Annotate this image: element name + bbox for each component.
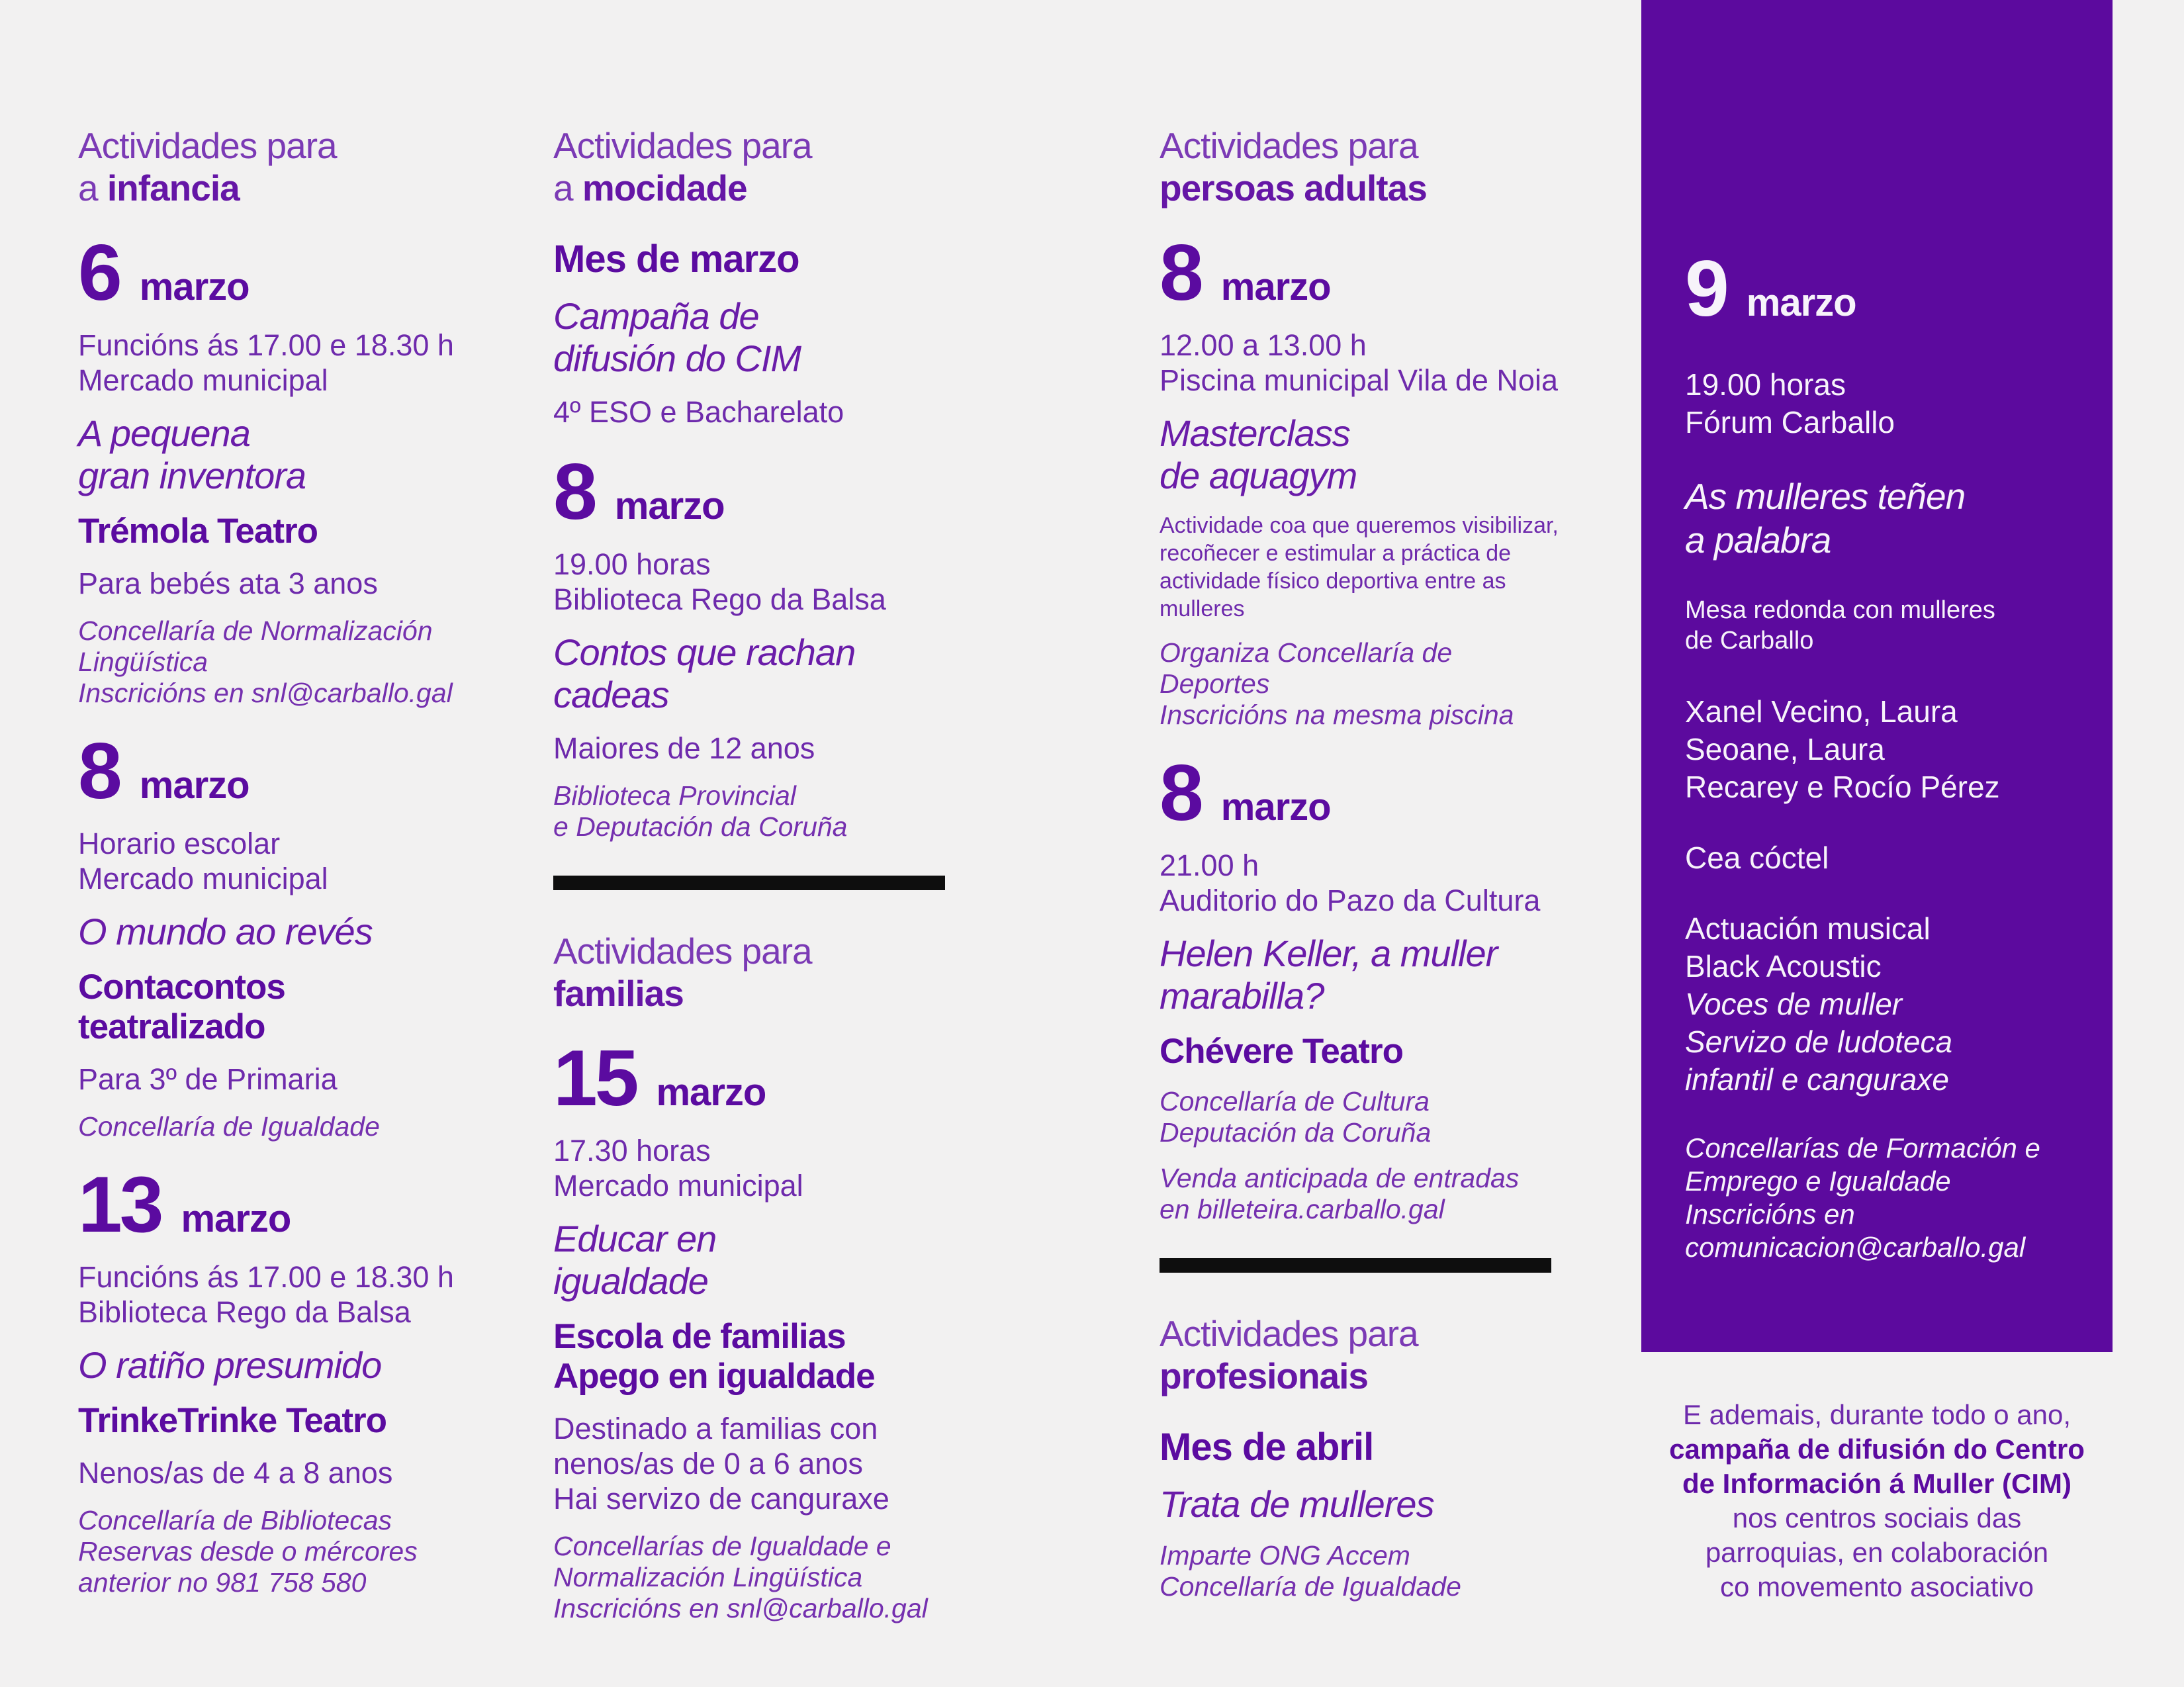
- event-organizer: [78, 1111, 515, 1142]
- event-title: [553, 1218, 990, 1302]
- text-line: A pequena: [78, 412, 250, 454]
- text-line: Nenos/as de 4 a 8 anos: [78, 1456, 393, 1490]
- date-number: 8: [553, 447, 595, 536]
- text-line: Campaña de: [553, 295, 759, 337]
- event-boldtitle: [553, 238, 990, 281]
- text-line: Contos que rachan: [553, 631, 856, 673]
- text-line: O mundo ao revés: [78, 911, 373, 952]
- column-actividades-infancia: [78, 124, 515, 1613]
- text-line: Venda anticipada de entradas: [1160, 1163, 1520, 1193]
- text-line: Funcións ás 17.00 e 18.30 h: [78, 328, 454, 362]
- text-line: 4º ESO e Bacharelato: [553, 395, 844, 429]
- text-line: Actividades para: [78, 125, 337, 166]
- text-line: infantil e canguraxe: [1685, 1062, 1949, 1097]
- text-line: Hai servizo de canguraxe: [553, 1482, 889, 1516]
- column-actividades-adultas-profesionais: [1160, 124, 1615, 1617]
- text-line: Organiza Concellaría de: [1160, 637, 1453, 668]
- text-line: Masterclass: [1160, 412, 1350, 454]
- text-line: Black Acoustic: [1685, 949, 1882, 983]
- event-date: [78, 1160, 515, 1249]
- section-heading: [1160, 1312, 1615, 1397]
- date-month: marzo: [1220, 786, 1331, 829]
- event-date: [553, 447, 990, 536]
- text-line: Mes de marzo: [553, 238, 799, 281]
- text-line: As mulleres teñen: [1685, 476, 1966, 517]
- event-meta: [553, 547, 990, 617]
- text-line: Piscina municipal Vila de Noia: [1160, 363, 1558, 397]
- event-meta: [78, 1259, 515, 1330]
- section-heading: [553, 930, 990, 1015]
- event-meta: [1685, 693, 2086, 806]
- event-company: [78, 512, 515, 551]
- text-line: Mercado municipal: [78, 862, 328, 895]
- text-line: recoñecer e estimular a práctica de: [1160, 541, 1512, 566]
- event-title: [78, 911, 515, 953]
- text-line: Actividade coa que queremos visibilizar,: [1160, 513, 1559, 538]
- event-title: [1160, 412, 1615, 497]
- text-line: Concellaría de Bibliotecas: [78, 1505, 392, 1535]
- date-number: 8: [1160, 749, 1201, 837]
- section-divider: [553, 876, 945, 890]
- text-line: Inscricións en snl@carballo.gal: [553, 1593, 928, 1623]
- date-number: 9: [1685, 244, 1727, 333]
- text-line: Trémola Teatro: [78, 512, 318, 551]
- text-line: de Información á Muller (CIM): [1682, 1468, 2072, 1499]
- event-title: [553, 631, 990, 716]
- text-line: Mercado municipal: [78, 363, 328, 397]
- text-line: nos centros sociais das: [1732, 1502, 2022, 1533]
- event-boldtitle: [1160, 1426, 1615, 1469]
- section-heading: [1160, 124, 1615, 209]
- event-audience: [78, 1062, 515, 1097]
- text-line: Lingüística: [78, 647, 208, 677]
- text-line: [1160, 1355, 1615, 1397]
- text-line: Recarey e Rocío Pérez: [1685, 770, 2000, 804]
- text-line: e Deputación da Coruña: [553, 811, 848, 842]
- date-month: marzo: [181, 1197, 291, 1240]
- section-heading: [78, 124, 515, 209]
- text-segment: a: [553, 167, 582, 208]
- text-line: difusión do CIM: [553, 338, 801, 379]
- event-title: [553, 295, 990, 380]
- text-line: Emprego e Igualdade: [1685, 1165, 1951, 1197]
- text-line: de Carballo: [1685, 627, 1814, 655]
- text-line: Apego en igualdade: [553, 1357, 875, 1396]
- event-organizer: [1160, 1086, 1615, 1148]
- text-line: Reservas desde o mércores: [78, 1536, 418, 1567]
- date-month: marzo: [139, 265, 250, 308]
- event-organizer: [553, 1531, 990, 1624]
- text-line: Chévere Teatro: [1160, 1032, 1403, 1071]
- date-number: 8: [1160, 228, 1201, 317]
- text-line: [1160, 167, 1615, 209]
- text-line: 21.00 h: [1160, 848, 1259, 882]
- date-month: marzo: [656, 1071, 766, 1114]
- text-line: Xanel Vecino, Laura: [1685, 694, 1958, 729]
- text-line: Concellaría de Cultura: [1160, 1086, 1430, 1117]
- date-month: marzo: [1746, 281, 1856, 324]
- date-number: 6: [78, 228, 120, 317]
- text-line: gran inventora: [78, 455, 306, 496]
- text-line: 17.30 horas: [553, 1134, 711, 1167]
- text-line: en billeteira.carballo.gal: [1160, 1194, 1445, 1224]
- text-line: Servizo de ludoteca: [1685, 1025, 1953, 1059]
- event-organizer: [553, 780, 990, 843]
- text-line: Funcións ás 17.00 e 18.30 h: [78, 1260, 454, 1294]
- event-company: [553, 1317, 990, 1396]
- date-month: marzo: [1220, 265, 1331, 308]
- event-note: [1160, 512, 1615, 623]
- event-title: [78, 412, 515, 497]
- event-organizer: [1685, 1132, 2086, 1264]
- event-date: [1160, 749, 1615, 837]
- event-organizer: [1160, 1540, 1615, 1602]
- sidebar-panel-9-marzo: [1641, 0, 2113, 1352]
- event-date: [553, 1034, 990, 1122]
- text-line: Actividades para: [1160, 1313, 1418, 1354]
- text-line: igualdade: [553, 1260, 708, 1302]
- event-title: [1160, 1483, 1615, 1526]
- text-line: Concellaría de Igualdade: [1160, 1571, 1461, 1602]
- text-line: Deputación da Coruña: [1160, 1117, 1432, 1148]
- event-date: [78, 727, 515, 815]
- event-title: [1685, 475, 2086, 562]
- text-line: de aquagym: [1160, 455, 1357, 496]
- date-number: 15: [553, 1034, 637, 1122]
- text-line: co movemento asociativo: [1720, 1571, 2034, 1602]
- text-line: Biblioteca Rego da Balsa: [78, 1295, 411, 1329]
- text-line: Maiores de 12 anos: [553, 731, 815, 765]
- text-line: 19.00 horas: [1685, 367, 1846, 402]
- text-line: marabilla?: [1160, 975, 1324, 1017]
- text-line: nenos/as de 0 a 6 anos: [553, 1447, 863, 1481]
- event-note: [1685, 595, 2086, 656]
- date-number: 8: [78, 727, 120, 815]
- date-month: marzo: [614, 484, 725, 527]
- text-line: Normalización Lingüística: [553, 1562, 863, 1592]
- event-meta: [1160, 328, 1615, 398]
- event-organizer: [78, 1505, 515, 1598]
- text-segment: persoas adultas: [1160, 167, 1427, 208]
- event-meta: [1685, 366, 2086, 441]
- event-meta: [78, 826, 515, 896]
- event-meta: [1685, 910, 2086, 1099]
- text-segment: a: [78, 167, 107, 208]
- event-organizer: [1160, 637, 1615, 731]
- text-line: Imparte ONG Accem: [1160, 1540, 1410, 1571]
- text-line: Inscricións na mesma piscina: [1160, 700, 1514, 730]
- text-line: Inscricións en: [1685, 1199, 1855, 1230]
- text-line: Biblioteca Rego da Balsa: [553, 582, 886, 616]
- text-line: Escola de familias: [553, 1317, 846, 1356]
- text-line: parroquias, en colaboración: [1705, 1537, 2049, 1568]
- event-audience: [78, 1455, 515, 1490]
- text-segment: profesionais: [1160, 1355, 1369, 1396]
- section-divider: [1160, 1258, 1551, 1273]
- text-line: E ademais, durante todo o ano,: [1682, 1399, 2071, 1430]
- event-meta: [1160, 848, 1615, 918]
- text-line: Actividades para: [553, 125, 812, 166]
- text-line: anterior no 981 758 580: [78, 1567, 367, 1598]
- text-line: Educar en: [553, 1218, 717, 1259]
- event-company: [1160, 1032, 1615, 1071]
- event-audience: [553, 731, 990, 766]
- text-line: Concellaría de Normalización: [78, 616, 433, 646]
- text-line: Actividades para: [1160, 125, 1418, 166]
- event-audience: [553, 1411, 990, 1516]
- text-line: Para bebés ata 3 anos: [78, 567, 378, 600]
- text-line: Voces de muller: [1685, 987, 1903, 1021]
- text-line: teatralizado: [78, 1007, 265, 1046]
- text-line: Inscricións en snl@carballo.gal: [78, 678, 453, 708]
- text-line: [553, 972, 990, 1015]
- text-line: 12.00 a 13.00 h: [1160, 328, 1367, 362]
- text-line: mulleres: [1160, 596, 1245, 621]
- text-line: Mes de abril: [1160, 1426, 1374, 1469]
- text-line: a palabra: [1685, 520, 1831, 561]
- event-meta: [1685, 839, 2086, 877]
- text-line: Contacontos: [78, 968, 285, 1007]
- text-line: Biblioteca Provincial: [553, 780, 796, 811]
- event-organizer: [78, 616, 515, 709]
- text-segment: mocidade: [582, 167, 747, 208]
- text-line: Fórum Carballo: [1685, 405, 1895, 439]
- event-audience: [78, 566, 515, 601]
- text-line: Actuación musical: [1685, 911, 1931, 946]
- cim-campaign-note: [1641, 1398, 2113, 1604]
- text-line: Auditorio do Pazo da Cultura: [1160, 884, 1541, 917]
- text-line: comunicacion@carballo.gal: [1685, 1232, 2026, 1263]
- event-company: [78, 968, 515, 1047]
- date-number: 13: [78, 1160, 161, 1249]
- column-actividades-mocidade-familias: [553, 124, 990, 1639]
- text-line: [78, 167, 515, 209]
- text-line: Horario escolar: [78, 827, 281, 860]
- text-line: Concellarías de Igualdade e: [553, 1531, 891, 1561]
- event-meta: [78, 328, 515, 398]
- text-line: Concellarías de Formación e: [1685, 1132, 2040, 1163]
- event-date: [1160, 228, 1615, 317]
- text-line: [553, 167, 990, 209]
- text-line: Deportes: [1160, 668, 1270, 699]
- text-line: Destinado a familias con: [553, 1412, 878, 1445]
- text-line: Mercado municipal: [553, 1169, 803, 1203]
- event-company: [78, 1401, 515, 1441]
- event-audience: [553, 394, 990, 430]
- text-line: Mesa redonda con mulleres: [1685, 596, 1995, 624]
- text-line: TrinkeTrinke Teatro: [78, 1401, 387, 1440]
- event-title: [1160, 933, 1615, 1017]
- text-line: Trata de mulleres: [1160, 1483, 1434, 1525]
- text-line: Para 3º de Primaria: [78, 1062, 338, 1096]
- event-date: [1685, 244, 2086, 333]
- text-line: campaña de difusión do Centro: [1669, 1434, 2085, 1465]
- text-line: 19.00 horas: [553, 547, 711, 581]
- text-line: Seoane, Laura: [1685, 732, 1885, 766]
- text-segment: familias: [553, 973, 684, 1014]
- text-line: O ratiño presumido: [78, 1344, 382, 1386]
- text-line: Helen Keller, a muller: [1160, 933, 1498, 974]
- text-line: cadeas: [553, 674, 669, 715]
- text-line: actividade físico deportiva entre as: [1160, 569, 1506, 594]
- text-line: Cea cóctel: [1685, 841, 1829, 875]
- date-month: marzo: [139, 764, 250, 807]
- event-meta: [553, 1133, 990, 1203]
- event-date: [78, 228, 515, 317]
- text-line: Concellaría de Igualdade: [78, 1111, 380, 1142]
- text-line: Actividades para: [553, 931, 812, 972]
- section-heading: [553, 124, 990, 209]
- event-organizer: [1160, 1163, 1615, 1225]
- text-segment: infancia: [107, 167, 240, 208]
- event-title: [78, 1344, 515, 1387]
